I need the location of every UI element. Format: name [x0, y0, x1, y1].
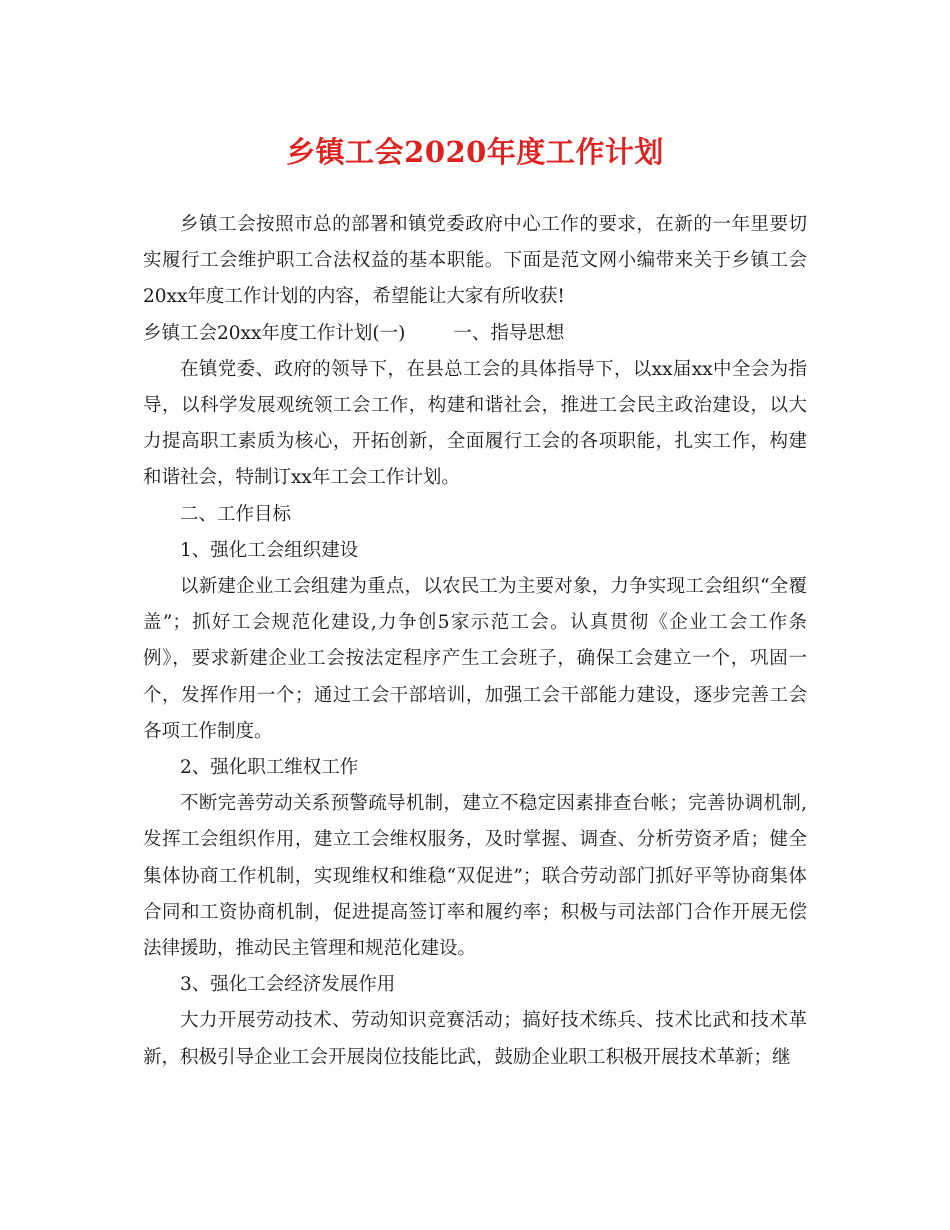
item2-paragraph: 不断完善劳动关系预警疏导机制，建立不稳定因素排查台帐；完善协调机制,发挥工会组织作用，建立工会维权服务，及时掌握、调查、分析劳资矛盾；健全集体协商工作机制，实现维权和维稳“双促进”；联合劳动部门抓好平等协商集体合同和工资协商机制，促进提高签订率和履约率；积极与司法部门合作开展无偿法律援助，推动民主管理和规范化建设。 [143, 793, 807, 960]
plan-subtitle-line [143, 316, 807, 352]
item3-heading: 3、强化工会经济发展作用 [180, 974, 396, 996]
item1-paragraph: 以新建企业工会组建为重点，以农民工为主要对象，力争实现工会组织“全覆盖”；抓好工会规范化建设,力争创5家示范工会。认真贯彻《企业工会工作条例》，要求新建企业工会按法定程序产生工会班子，确保工会建立一个，巩固一个，发挥作用一个；通过工会干部培训，加强工会干部能力建设，逐步完善工会各项工作制度。 [143, 576, 807, 742]
section1-heading: 一、指导思想 [453, 322, 565, 344]
intro-paragraph: 乡镇工会按照市总的部署和镇党委政府中心工作的要求，在新的一年里要切实履行工会维护职工合法权益的基本职能。下面是范文网小编带来关于乡镇工会20xx年度工作计划的内容，希望能让大家有所收获! [143, 214, 807, 308]
section1-paragraph: 在镇党委、政府的领导下，在县总工会的具体指导下，以xx届xx中全会为指导，以科学发展观统领工会工作，构建和谐社会，推进工会民主政治建设，以大力提高职工素质为核心，开拓创新，全面履行工会的各项职能，扎实工作，构建和谐社会，特制订xx年工会工作计划。 [143, 358, 807, 489]
item3-paragraph: 大力开展劳动技术、劳动知识竞赛活动；搞好技术练兵、技术比武和技术革新，积极引导企业工会开展岗位技能比武，鼓励企业职工积极开展技术革新；继 [143, 1010, 807, 1068]
document-title: 乡镇工会2020年度工作计划 [286, 135, 664, 169]
section2-heading: 二、工作目标 [180, 503, 292, 525]
item1-heading: 1、强化工会组织建设 [180, 539, 359, 561]
document-body [143, 207, 807, 1076]
plan-subtitle: 乡镇工会20xx年度工作计划(一) [143, 322, 406, 344]
item2-heading: 2、强化职工维权工作 [180, 757, 359, 779]
